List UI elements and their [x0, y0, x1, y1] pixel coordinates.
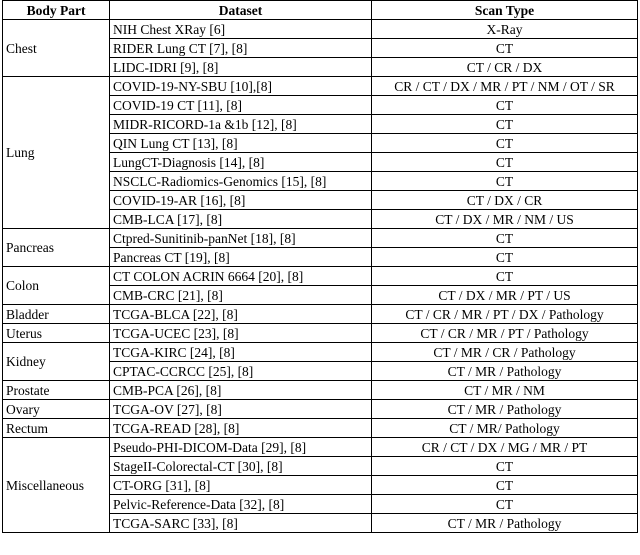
body-part-cell: Ovary — [3, 400, 110, 419]
header-dataset: Dataset — [110, 1, 372, 20]
dataset-cell: Pelvic-Reference-Data [32], [8] — [110, 495, 372, 514]
dataset-table — [2, 0, 638, 533]
dataset-cell: Pancreas CT [19], [8] — [110, 248, 372, 267]
dataset-cell: CT-ORG [31], [8] — [110, 476, 372, 495]
table-row — [3, 229, 638, 248]
dataset-cell: COVID-19-AR [16], [8] — [110, 191, 372, 210]
body-part-cell: Miscellaneous — [3, 438, 110, 533]
body-part-cell: Prostate — [3, 381, 110, 400]
scan-type-cell: CT / DX / MR / PT / US — [372, 286, 638, 305]
scan-type-cell: CT — [372, 457, 638, 476]
dataset-cell: Pseudo-PHI-DICOM-Data [29], [8] — [110, 438, 372, 457]
body-part-cell: Pancreas — [3, 229, 110, 267]
dataset-cell: LungCT-Diagnosis [14], [8] — [110, 153, 372, 172]
scan-type-cell: X-Ray — [372, 20, 638, 39]
table-row — [3, 438, 638, 457]
table-body — [3, 20, 638, 533]
dataset-cell: NSCLC-Radiomics-Genomics [15], [8] — [110, 172, 372, 191]
scan-type-cell: CT / MR / Pathology — [372, 400, 638, 419]
dataset-cell: RIDER Lung CT [7], [8] — [110, 39, 372, 58]
body-part-cell: Rectum — [3, 419, 110, 438]
scan-type-cell: CR / CT / DX / MR / PT / NM / OT / SR — [372, 77, 638, 96]
scan-type-cell: CT / MR / CR / Pathology — [372, 343, 638, 362]
dataset-cell: TCGA-OV [27], [8] — [110, 400, 372, 419]
body-part-cell: Lung — [3, 77, 110, 229]
scan-type-cell: CT — [372, 172, 638, 191]
table-row — [3, 324, 638, 343]
dataset-cell: CMB-CRC [21], [8] — [110, 286, 372, 305]
scan-type-cell: CT / MR / Pathology — [372, 362, 638, 381]
scan-type-cell: CT / DX / MR / NM / US — [372, 210, 638, 229]
table-row — [3, 20, 638, 39]
scan-type-cell: CT / DX / CR — [372, 191, 638, 210]
header-body-part: Body Part — [3, 1, 110, 20]
dataset-cell: NIH Chest XRay [6] — [110, 20, 372, 39]
dataset-cell: COVID-19 CT [11], [8] — [110, 96, 372, 115]
dataset-table-container — [2, 0, 638, 533]
table-row — [3, 305, 638, 324]
dataset-cell: StageII-Colorectal-CT [30], [8] — [110, 457, 372, 476]
scan-type-cell: CR / CT / DX / MG / MR / PT — [372, 438, 638, 457]
scan-type-cell: CT — [372, 134, 638, 153]
table-row — [3, 381, 638, 400]
scan-type-cell: CT — [372, 476, 638, 495]
dataset-cell: Ctpred-Sunitinib-panNet [18], [8] — [110, 229, 372, 248]
scan-type-cell: CT — [372, 248, 638, 267]
scan-type-cell: CT / CR / MR / PT / Pathology — [372, 324, 638, 343]
dataset-cell: TCGA-UCEC [23], [8] — [110, 324, 372, 343]
dataset-cell: CMB-LCA [17], [8] — [110, 210, 372, 229]
body-part-cell: Kidney — [3, 343, 110, 381]
dataset-cell: TCGA-KIRC [24], [8] — [110, 343, 372, 362]
dataset-cell: CT COLON ACRIN 6664 [20], [8] — [110, 267, 372, 286]
header-scan-type: Scan Type — [372, 1, 638, 20]
dataset-cell: COVID-19-NY-SBU [10],[8] — [110, 77, 372, 96]
table-header-row — [3, 1, 638, 20]
body-part-cell: Chest — [3, 20, 110, 77]
scan-type-cell: CT — [372, 39, 638, 58]
scan-type-cell: CT / MR / NM — [372, 381, 638, 400]
dataset-cell: MIDR-RICORD-1a &1b [12], [8] — [110, 115, 372, 134]
scan-type-cell: CT — [372, 495, 638, 514]
dataset-cell: CMB-PCA [26], [8] — [110, 381, 372, 400]
dataset-cell: LIDC-IDRI [9], [8] — [110, 58, 372, 77]
scan-type-cell: CT — [372, 229, 638, 248]
dataset-cell: CPTAC-CCRCC [25], [8] — [110, 362, 372, 381]
scan-type-cell: CT — [372, 115, 638, 134]
dataset-cell: QIN Lung CT [13], [8] — [110, 134, 372, 153]
dataset-cell: TCGA-SARC [33], [8] — [110, 514, 372, 533]
scan-type-cell: CT — [372, 96, 638, 115]
dataset-cell: TCGA-READ [28], [8] — [110, 419, 372, 438]
scan-type-cell: CT — [372, 153, 638, 172]
table-row — [3, 419, 638, 438]
scan-type-cell: CT / MR/ Pathology — [372, 419, 638, 438]
body-part-cell: Uterus — [3, 324, 110, 343]
body-part-cell: Bladder — [3, 305, 110, 324]
table-row — [3, 77, 638, 96]
table-row — [3, 400, 638, 419]
table-row — [3, 267, 638, 286]
body-part-cell: Colon — [3, 267, 110, 305]
scan-type-cell: CT / CR / MR / PT / DX / Pathology — [372, 305, 638, 324]
scan-type-cell: CT / MR / Pathology — [372, 514, 638, 533]
scan-type-cell: CT — [372, 267, 638, 286]
table-row — [3, 343, 638, 362]
dataset-cell: TCGA-BLCA [22], [8] — [110, 305, 372, 324]
scan-type-cell: CT / CR / DX — [372, 58, 638, 77]
